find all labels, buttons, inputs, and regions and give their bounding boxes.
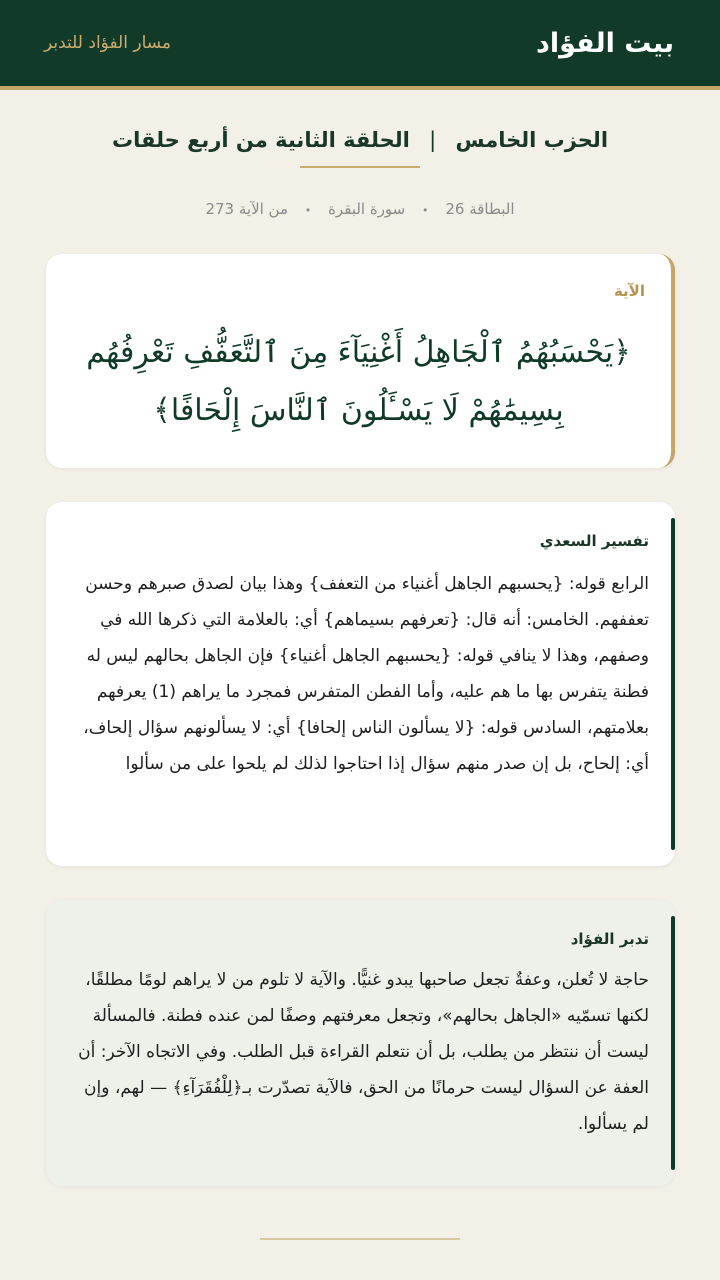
ayah-start: من الآية 273	[205, 200, 289, 218]
meta-dot: •	[304, 204, 312, 217]
episode-label: الحلقة الثانية من أربع حلقات	[111, 128, 410, 152]
footer-divider	[260, 1238, 460, 1240]
tafsir-label: تفسير السعدي	[539, 532, 649, 550]
top-app-bar	[0, 0, 720, 90]
hizb-label: الحزب الخامس	[455, 128, 609, 152]
ayah-card	[46, 254, 675, 468]
ayah-label: الآية	[613, 282, 645, 300]
ayah-text: ﴿يَحْسَبُهُمُ ٱلْجَاهِلُ أَغْنِيَآءَ مِنَ ٱلتَّعَفُّفِ تَعْرِفُهُم بِسِيمَٰهُمْ لَا يَسْـَٔلُونَ ٱلنَّاسَ إِلْحَافًا﴾	[86, 335, 631, 428]
tadabbur-card	[46, 900, 675, 1186]
lesson-header	[0, 128, 720, 168]
tafsir-accent-bar	[671, 518, 675, 850]
app-title: بيت الفؤاد	[535, 27, 674, 59]
tadabbur-label: تدبر الفؤاد	[570, 930, 649, 948]
tadabbur-text: حاجة لا تُعلن، وعفةٌ تجعل صاحبها يبدو غنيًّا. والآية لا تلوم من لا يراهم لومًا مطلقًا، لكنها تسمّيه «الجاهل بحالهم»، وتجعل معرفتهم وصفًا لمن عنده فطنة. فالمسألة ليست أن ننتظر من يطلب، بل أن نتعلم القراءة قبل الطلب. وفي الاتجاه الآخر: أن العفة عن السؤال ليست حرمانًا من الحق، فالآية تصدّرت بـ﴿لِلْفُقَرَآءِ﴾ — لهم، وإن لم يسألوا.	[78, 970, 649, 1134]
title-separator: |	[429, 128, 437, 152]
lesson-title	[0, 128, 720, 152]
track-link[interactable]: مسار الفؤاد للتدبر	[44, 33, 172, 53]
title-divider	[300, 166, 420, 168]
surah-name: سورة البقرة	[328, 200, 406, 218]
tadabbur-accent-bar	[671, 916, 675, 1170]
card-number: البطاقة 26	[445, 200, 515, 218]
tafsir-card	[46, 502, 675, 866]
meta-dot: •	[422, 204, 429, 217]
card-meta	[0, 200, 720, 218]
tafsir-text: الرابع قوله: {يحسبهم الجاهل أغنياء من التعفف} وهذا بيان لصدق صبرهم وحسن تعففهم. الخامس: أنه قال: {تعرفهم بسيماهم} أي: بالعلامة التي ذكرها الله في وصفهم، وهذا لا ينافي قوله: {يحسبهم الجاهل أغنياء} فإن الجاهل بحالهم ليس له فطنة يتفرس بها ما هم عليه، وأما الفطن المتفرس فمجرد ما يراهم (1) يعرفهم بعلامتهم، السادس قوله: {لا يسألون الناس إلحافا} أي: لا يسألونهم سؤال إلحاف، أي: إلحاح، بل إن صدر منهم سؤال إذا احتاجوا لذلك لم يلحوا على من سألوا	[83, 574, 649, 774]
